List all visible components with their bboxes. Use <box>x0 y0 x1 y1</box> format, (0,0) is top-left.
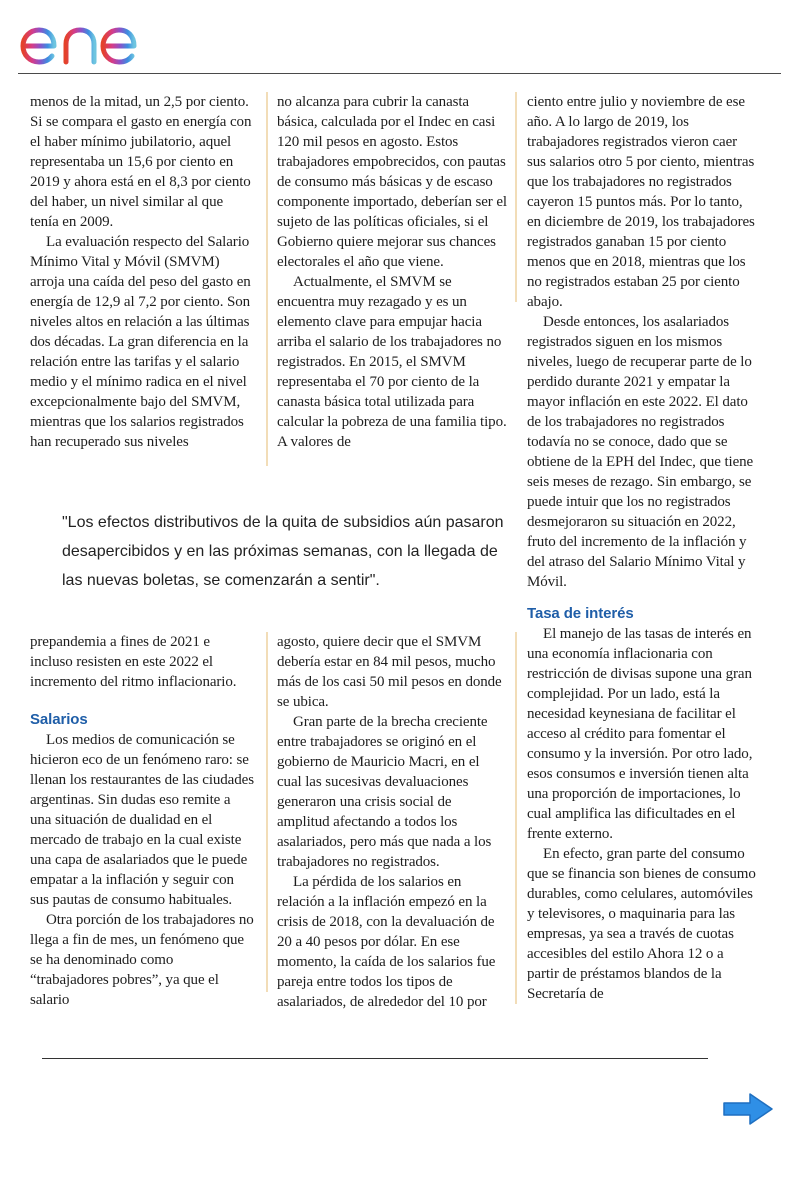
article-column-2-top <box>277 92 507 452</box>
paragraph: ciento entre julio y noviembre de ese año. A lo largo de 2019, los trabajadores registrados vieron caer sus salarios otro 5 por ciento, mientras que los trabajadores no registrados cayeron 15 puntos más. Por lo tanto, en diciembre de 2019, los trabajadores registrados ganaban 15 por ciento menos que en 2018, mientras que los no registrados estaban 25 por ciento abajo. <box>527 94 755 310</box>
paragraph: La pérdida de los salarios en relación a la inflación empezó en la crisis de 2018, con la devaluación de 20 a 40 pesos por dólar. En ese momento, la caída de los salarios fue pareja entre todos los tipos de asalariados, de alrededor del 10 por <box>277 874 496 1010</box>
article-column-2-bottom <box>277 632 507 1012</box>
article-column-3 <box>527 92 757 1004</box>
paragraph: Desde entonces, los asalariados registrados siguen en los mismos niveles, luego de recuperar parte de lo perdido durante 2021 y empatar la mayor inflación en este 2022. El dato de los trabajadores no registrados todavía no se conoce, dado que se obtiene de la EPH del Indec, que tiene seis meses de rezago. Sin embargo, se puede intuir que los no registrados desmejoraron su situación en 2022, fruto del incremento de la inflación y del atraso del Salario Mínimo Vital y Móvil. <box>527 314 754 590</box>
paragraph: Los medios de comunicación se hicieron eco de un fenómeno raro: se llenan los restaurantes de las ciudades argentinas. Sin dudas eso remite a una situación de dualidad en el mercado de trabajo en la cual existe una capa de asalariados que le puede empatar a la inflación y seguir con sus pautas de consumo habituales. <box>30 732 254 908</box>
paragraph: Otra porción de los trabajadores no llega a fin de mes, un fenómeno que se ha denominado como “trabajadores pobres”, ya que el salario <box>30 912 254 1008</box>
column-rule <box>266 92 268 466</box>
article-column-1-top <box>30 92 255 452</box>
enel-logo <box>18 8 170 68</box>
paragraph: En efecto, gran parte del consumo que se financia son bienes de consumo durables, como celulares, automóviles y televisores, o maquinaria para las empresas, ya sea a través de cuotas accesibles del estilo Ahora 12 o a partir de préstamos blandos de la Secretaría de <box>527 846 756 1002</box>
paragraph: menos de la mitad, un 2,5 por ciento. Si se compara el gasto en energía con el haber mínimo jubilatorio, aquel representaba un 15,6 por ciento en 2019 y ahora está en el 8,3 por ciento del haber, un nivel similar al que tenía en 2009. <box>30 94 252 230</box>
paragraph: Actualmente, el SMVM se encuentra muy rezagado y es un elemento clave para empujar hacia arriba el salario de los trabajadores no registrados. En 2015, el SMVM representaba el 70 por ciento de la canasta básica total utilizada para calcular la pobreza de una familia tipo. A valores de <box>277 274 507 450</box>
paragraph: prepandemia a fines de 2021 e incluso resisten en este 2022 el incremento del ritmo inflacionario. <box>30 634 237 690</box>
section-heading-tasa-de-interes: Tasa de interés <box>527 605 634 622</box>
pull-quote: "Los efectos distributivos de la quita de subsidios aún pasaron desapercibidos y en las próximas semanas, con la llegada de las nuevas boletas, se comenzarán a sentir". <box>62 514 504 589</box>
arrow-right-icon[interactable] <box>722 1092 774 1126</box>
paragraph: agosto, quiere decir que el SMVM debería estar en 84 mil pesos, mucho más de los casi 50 mil pesos en donde se ubica. <box>277 634 502 710</box>
column-rule <box>266 632 268 992</box>
paragraph: no alcanza para cubrir la canasta básica, calculada por el Indec en casi 120 mil pesos en agosto. Estos trabajadores empobrecidos, con pautas de consumo más básicas y de escaso componente importado, deberían ser el sujeto de las políticas oficiales, si el Gobierno quiere mejorar sus chances electorales el año que viene. <box>277 94 507 270</box>
footer-rule <box>42 1058 708 1059</box>
paragraph: La evaluación respecto del Salario Mínimo Vital y Móvil (SMVM) arroja una caída del peso del gasto en energía de 12,9 al 7,2 por ciento. Son niveles altos en relación a las últimas dos décadas. La gran diferencia en la relación entre las tarifas y el salario medio y el mínimo radica en el nivel excepcionalmente bajo del SMVM, mientras que los salarios registrados han recuperado sus niveles <box>30 234 251 450</box>
header-rule <box>18 73 781 74</box>
paragraph: El manejo de las tasas de interés en una economía inflacionaria con restricción de divisas supone una gran complejidad. Por un lado, está la necesidad keynesiana de facilitar el acceso al crédito para fomentar el consumo y la inversión. Por otro lado, esos consumos e inversión tienen alta una proporción de importaciones, lo cual amplifica las dificultades en el frente externo. <box>527 626 753 842</box>
section-heading-salarios: Salarios <box>30 711 88 728</box>
article-column-1-bottom <box>30 632 255 1010</box>
column-rule <box>515 92 517 302</box>
paragraph: Gran parte de la brecha creciente entre trabajadores se originó en el gobierno de Mauricio Macri, en el cual las sucesivas devaluaciones generaron una crisis social de amplitud afectando a todos los asalariados, pero más que nada a los trabajadores no registrados. <box>277 714 492 870</box>
column-rule <box>515 632 517 1004</box>
